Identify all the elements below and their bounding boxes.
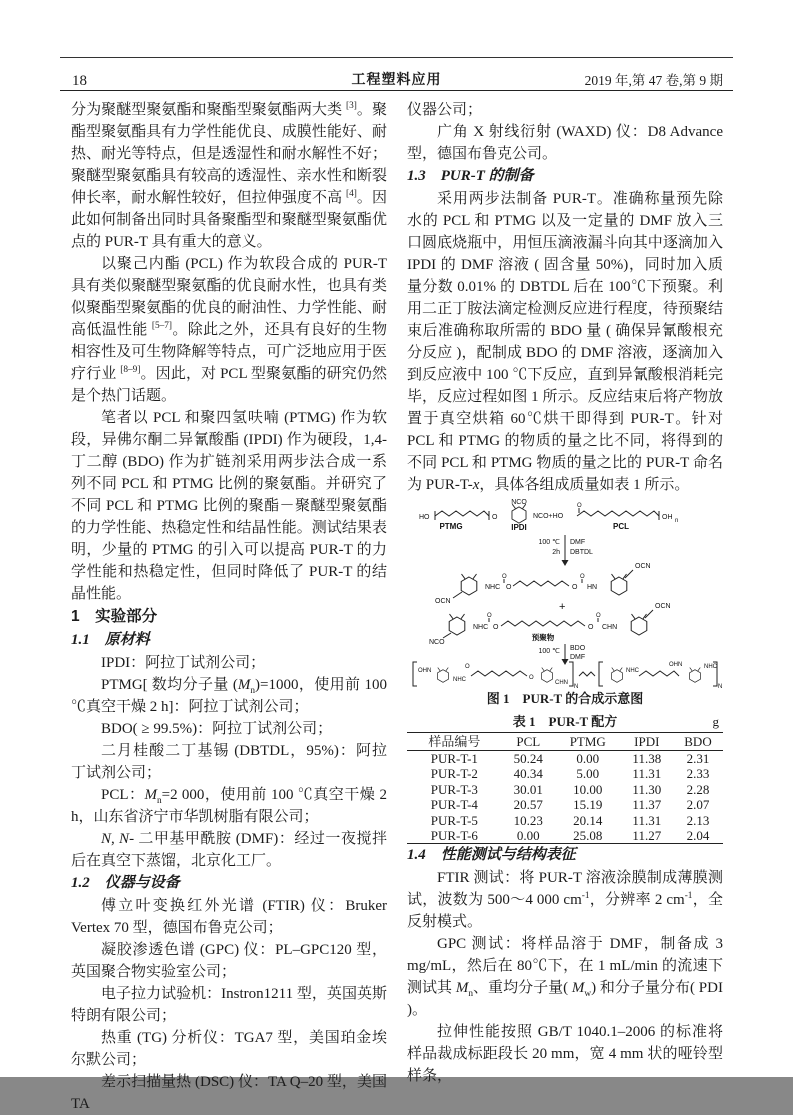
ipdi-label: IPDI xyxy=(511,523,527,532)
table-header-row xyxy=(407,733,723,751)
table-cell: 20.14 xyxy=(573,812,603,828)
chn-label: CHN xyxy=(555,680,568,686)
nhc-label: NHC xyxy=(626,668,639,674)
o-label: O xyxy=(502,574,507,580)
paragraph: 以聚己内酯 (PCL) 作为软段合成的 PUR-T 具有类似聚醚型聚氨酯的优良耐水性，也具有类似聚酯型聚氨酯的优良的耐油性、力学性能、耐高低温性能 [5–7]。除此之外，还具有良好的生物相容性及可生物降解等特点，可广泛地应用于医疗行业 [8–9]。因此，对 PCL 型聚氨酯的研究仍然是个热门话题。 xyxy=(71,256,387,404)
table-row xyxy=(407,751,723,767)
paragraph: GPC 测试：将样品溶于 DMF，制备成 3 mg/mL，然后在 80℃下，在 1 mL/min 的流速下测试其 $M_n$、重均分子量( $M_w$) 和分子量分布( PDI )。 xyxy=(407,936,723,1019)
table-cell: 15.19 xyxy=(573,797,603,813)
header-rule-bottom xyxy=(60,90,733,91)
condition1-solvent: DMF xyxy=(570,539,586,546)
paragraph: 差示扫描量热 (DSC) 仪：TA Q–20 型，美国 TA xyxy=(71,1074,387,1112)
o-label: O xyxy=(577,503,582,509)
hn-label: HN xyxy=(587,584,598,591)
o-label: O xyxy=(487,613,492,619)
figure-1 xyxy=(407,498,723,708)
o-label: O xyxy=(580,574,585,580)
ocn-label: OCN xyxy=(435,598,451,605)
right-column xyxy=(407,99,723,1115)
table-row xyxy=(407,782,723,797)
left-column xyxy=(71,99,387,1115)
paragraph: 仪器公司； xyxy=(407,102,483,118)
prepolymer-label: 预聚物 xyxy=(531,633,555,642)
table-cell: 10.23 xyxy=(513,812,543,828)
nco-label: NCO xyxy=(511,499,527,506)
page-number: 18 xyxy=(72,73,87,89)
condition1-time: 2h xyxy=(552,549,560,556)
paragraph: FTIR 测试：将 PUR-T 溶液涂膜制成薄膜测试，波数为 500～4 000 $cm^{-1}$，分辨率 2 $cm^{-1}$，全反射模式。 xyxy=(407,870,723,931)
o-label: O xyxy=(465,664,470,670)
repeat-n: N xyxy=(574,684,579,690)
table-cell: 11.31 xyxy=(632,766,662,782)
table-row xyxy=(407,766,723,781)
table-cell: 40.34 xyxy=(513,766,543,782)
condition2-extender: BDO xyxy=(570,645,586,652)
table-cell: 5.00 xyxy=(576,766,600,782)
table-row xyxy=(407,797,723,812)
plus-sign: + xyxy=(559,601,566,613)
header-rule-top xyxy=(60,57,733,58)
ocn-label: OCN xyxy=(655,603,671,610)
nhc-label: NHC xyxy=(473,624,489,631)
nhc-label: NHC xyxy=(453,677,466,683)
table-header-cell: 样品编号 xyxy=(407,733,502,751)
table-cell: 50.24 xyxy=(513,751,543,766)
table-cell: 11.37 xyxy=(632,797,662,813)
condition1-temp: 100 ℃ xyxy=(538,539,560,546)
page-header xyxy=(60,68,733,90)
paragraph: 傅立叶变换红外光谱 (FTIR) 仪：Bruker Vertex 70 型，德国布鲁克公司； xyxy=(71,898,387,936)
o-label: O xyxy=(588,624,594,631)
o-label: O xyxy=(506,584,512,591)
condition2-temp: 100 ℃ xyxy=(538,648,560,655)
table-cell: 2.07 xyxy=(686,797,710,813)
table1-title-text: 表 1 PUR-T 配方 xyxy=(512,714,618,729)
table-cell: 25.08 xyxy=(573,828,603,844)
o-label: O xyxy=(572,584,578,591)
ocn-label: OCN xyxy=(635,563,651,570)
table-cell: 20.57 xyxy=(513,797,543,813)
nhc-label: NHC xyxy=(485,584,501,591)
section-heading-1-2: 1.2 仪器与设备 xyxy=(71,875,180,891)
journal-title: 工程塑料应用 xyxy=(351,73,442,88)
table-cell: 10.00 xyxy=(573,781,603,797)
table-cell: PUR-T-4 xyxy=(430,797,478,813)
figure1-caption: 图 1 PUR-T 的合成示意图 xyxy=(486,691,644,706)
table-header-cell: BDO xyxy=(673,733,723,751)
oh-label: OH xyxy=(662,514,673,521)
section-heading-1: 1 实验部分 xyxy=(71,608,158,625)
ohn-label: OHN xyxy=(669,662,683,668)
paragraph: PTMG[ 数均分子量 $(M_n)=1000$，使用前 100 ℃真空干燥 2 h]：阿拉丁试剂公司； xyxy=(71,677,387,715)
table-cell: 2.28 xyxy=(686,781,710,797)
table-cell: PUR-T-3 xyxy=(430,781,478,797)
paragraph: 笔者以 PCL 和聚四氢呋喃 (PTMG) 作为软段，异佛尔酮二异氰酸酯 (IPDI) 作为硬段，1,4- 丁二醇 (BDO) 作为扩链剂采用两步法合成一系列不同 PCL 和 PTMG 比例的聚氨酯。并研究了不同 PCL 和 PTMG 比例的聚酯－聚醚型聚氨酯的力学性能、热稳定性和结晶性能。测试结果表明，少量的 PTMG 的引入可以提高 PUR-T 的力学性能和热稳定性，但同时降低了 PUR-T 的结晶性能。 xyxy=(71,410,387,602)
synthesis-scheme-image xyxy=(407,498,723,688)
pcl-label: PCL xyxy=(613,522,629,531)
section-heading-1-3: 1.3 PUR-T 的制备 xyxy=(407,168,534,184)
issue-info: 2019 年,第 47 卷,第 9 期 xyxy=(584,73,723,88)
table-1 xyxy=(407,713,723,844)
o-label: O xyxy=(493,624,499,631)
o-label: O xyxy=(492,514,498,521)
table-header-cell: PTMG xyxy=(555,733,621,751)
table-cell: PUR-T-1 xyxy=(430,751,478,766)
nhc-label: NHC xyxy=(704,664,717,670)
section-heading-1-1: 1.1 原材料 xyxy=(71,632,150,648)
o-label: O xyxy=(596,613,601,619)
paragraph: 分为聚醚型聚氨酯和聚酯型聚氨酯两大类 [3]。聚酯型聚氨酯具有力学性能优良、成膜性能好、耐热、耐光等特点，但是透湿性和耐水解性不好；聚醚型聚氨酯具有较高的透湿性、亲水性和断裂伸长率，耐水解性较好，但拉伸强度不高 [4]。因此如何制备出同时具备聚酯型和聚醚型聚氨酯优点的 PUR-T 具有重大的意义。 xyxy=(71,101,387,250)
paragraph: 采用两步法制备 PUR-T。准确称量预先除水的 PCL 和 PTMG 以及一定量的 DMF 放入三口圆底烧瓶中，用恒压滴液漏斗向其中逐滴加入 IPDI 的 DMF 溶液 ( 固含量 50%)，同时加入质量分数 0.01% 的 DBTDL 后在 100℃下预聚。利用二正丁胺法滴定检测反应进行程度，待预聚结束后准确称取所需的 BDO 量 ( 确保异氰酸根充分反应 )，配制成 BDO 的 DMF 溶液，逐滴加入到反应液中 100 ℃下反应，直到异氰酸根消耗完毕，反应过程如图 1 所示。反应结束后将产物放置于真空烘箱 60℃烘干即得到 PUR-T。针对 PCL 和 PTMG 的物质的量之比不同，将得到的不同 PCL 和 PTMG 物质的量之比的 PUR-T 命名为 PUR-T-x，具体各组成质量如表 1 所示。 xyxy=(407,191,723,493)
table1-unit: g xyxy=(712,714,719,729)
table-cell: 2.31 xyxy=(686,751,710,766)
section-heading-1-4: 1.4 性能测试与结构表征 xyxy=(407,847,576,864)
table-cell: 11.27 xyxy=(632,828,662,844)
table-cell: 0.00 xyxy=(576,751,600,766)
table-row xyxy=(407,828,723,844)
table-cell: 2.13 xyxy=(686,812,710,828)
table-cell: 30.01 xyxy=(513,781,543,797)
paragraph: N, N- 二甲基甲酰胺 (DMF)：经过一夜搅拌后在真空下蒸馏，北京化工厂。 xyxy=(71,831,388,869)
table-cell: 2.04 xyxy=(686,828,710,844)
table-cell: PUR-T-5 xyxy=(430,812,478,828)
ptmg-label: PTMG xyxy=(439,522,463,531)
paragraph: IPDI：阿拉丁试剂公司； xyxy=(101,655,266,671)
chn-label: CHN xyxy=(602,624,618,631)
table-cell: PUR-T-6 xyxy=(430,828,478,844)
table-cell: 11.30 xyxy=(632,781,662,797)
nco-ho-label: NCO+HO xyxy=(533,513,564,520)
table-cell: 2.33 xyxy=(686,766,710,782)
paragraph: 拉伸性能按照 GB/T 1040.1–2006 的标准将样品裁成标距段长 20 mm，宽 4 mm 状的哑铃型样条， xyxy=(407,1024,723,1085)
table1-title xyxy=(407,713,723,730)
table-cell: 11.31 xyxy=(632,812,662,828)
paragraph: PCL：$M_n=2$ 000，使用前 100 ℃真空干燥 2 h，山东省济宁市华凯树脂有限公司； xyxy=(71,787,387,825)
table1-body xyxy=(407,751,723,844)
paragraph: 凝胶渗透色谱 (GPC) 仪：PL–GPC120 型，英国聚合物实验室公司； xyxy=(71,942,387,980)
paragraph: 二月桂酸二丁基锡 (DBTDL，95%)：阿拉丁试剂公司； xyxy=(71,743,387,781)
condition1-catalyst: DBTDL xyxy=(570,549,593,556)
table-cell: 11.38 xyxy=(632,751,662,766)
table-row xyxy=(407,813,723,828)
ohn-label: OHN xyxy=(418,668,432,674)
body-columns xyxy=(71,99,723,1115)
paragraph: 广角 X 射线衍射 (WAXD) 仪：D8 Advance 型，德国布鲁克公司。 xyxy=(407,124,723,162)
table-header-cell: IPDI xyxy=(621,733,673,751)
n-subscript: n xyxy=(675,518,679,524)
table-cell: PUR-T-2 xyxy=(430,766,478,782)
ho-label: HO xyxy=(419,514,430,521)
table-header-cell: PCL xyxy=(502,733,555,751)
paragraph: 热重 (TG) 分析仪：TGA7 型，美国珀金埃尔默公司； xyxy=(71,1030,387,1068)
repeat-n: N xyxy=(718,684,723,690)
table-cell: 0.00 xyxy=(516,828,540,844)
paragraph: BDO( ≥ 99.5%)：阿拉丁试剂公司； xyxy=(101,721,333,737)
nco-label: NCO xyxy=(429,639,445,646)
paragraph: 电子拉力试验机：Instron1211 型，英国英斯特朗有限公司； xyxy=(71,986,387,1024)
condition2-solvent: DMF xyxy=(570,654,586,661)
o-label: O xyxy=(529,675,534,681)
